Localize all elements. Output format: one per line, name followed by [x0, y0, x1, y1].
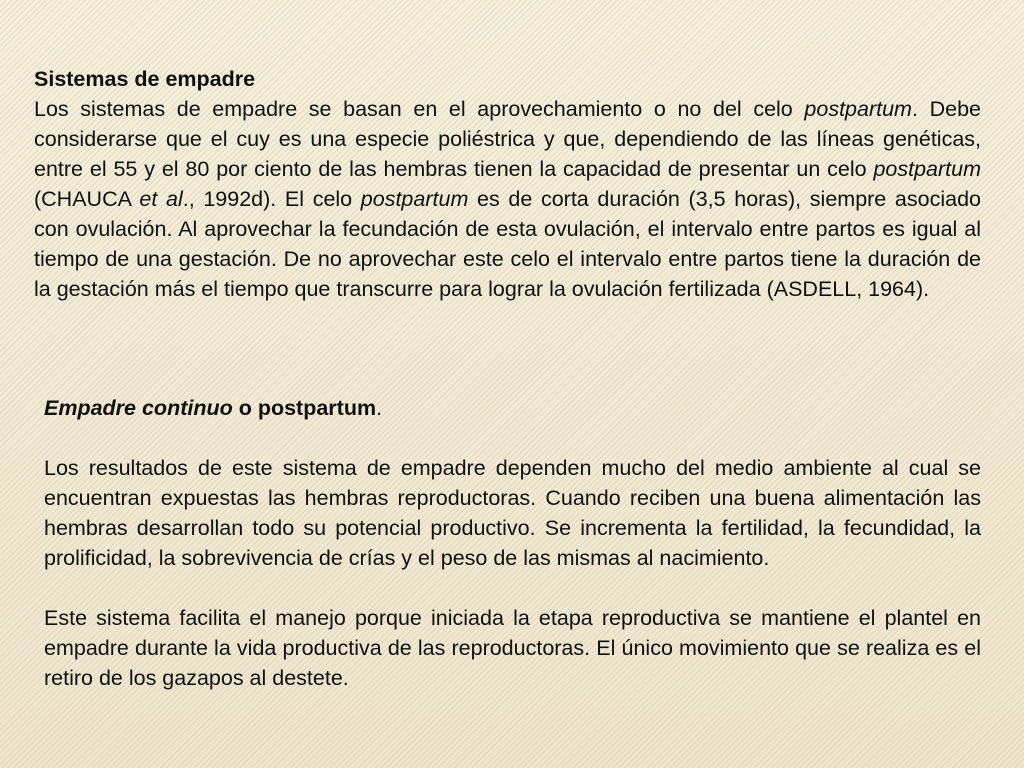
italic-term: postpartum [360, 187, 469, 211]
italic-term: et al [139, 187, 183, 211]
text-block-empadre-continuo [44, 393, 981, 693]
text-run: . Debe considerarse que el cuy es una especie poliéstrica y que, dependiendo de las líneas genéticas, entre el 55 y el 80 por ciento de las hembras tienen la capacidad de presentar un celo [34, 97, 981, 181]
heading-italic: Empadre continuo [44, 396, 233, 420]
text-run: ., 1992d). El celo [182, 187, 361, 211]
paragraph-sistemas [34, 94, 981, 304]
italic-term: postpartum [873, 157, 981, 181]
text-run: Los sistemas de empadre se basan en el aprovechamiento o no del celo [34, 97, 805, 121]
heading-rest: o postpartum [232, 396, 377, 420]
spacer [44, 423, 981, 453]
section-heading-empadre-continuo [44, 393, 981, 423]
spacer [44, 573, 981, 603]
section-heading-sistemas: Sistemas de empadre [34, 67, 256, 91]
paragraph-manejo: Este sistema facilita el manejo porque iniciada la etapa reproductiva se mantiene el plantel en empadre durante la vida productiva de las reproductoras. El único movimiento que se realiza es el retiro de los gazapos al destete. [44, 606, 981, 690]
text-run: (CHAUCA [34, 187, 140, 211]
heading-period: . [376, 396, 383, 420]
italic-term: postpartum [804, 97, 912, 121]
paragraph-resultados: Los resultados de este sistema de empadre dependen mucho del medio ambiente al cual se encuentran expuestas las hembras reproductoras. Cuando reciben una buena alimentación las hembras desarrollan todo su potencial productivo. Se incrementa la fertilidad, la fecundidad, la prolificidad, la sobrevivencia de crías y el peso de las mismas al nacimiento. [44, 456, 981, 570]
text-block-sistemas [34, 64, 981, 304]
text-run: es de corta duración (3,5 horas), siempre asociado con ovulación. Al aprovechar la fecundación de esta ovulación, el intervalo entre partos es igual al tiempo de una gestación. De no aprovechar este celo el intervalo entre partos tiene la duración de la gestación más el tiempo que transcurre para lograr la ovulación fertilizada (ASDELL, 1964). [34, 187, 981, 301]
